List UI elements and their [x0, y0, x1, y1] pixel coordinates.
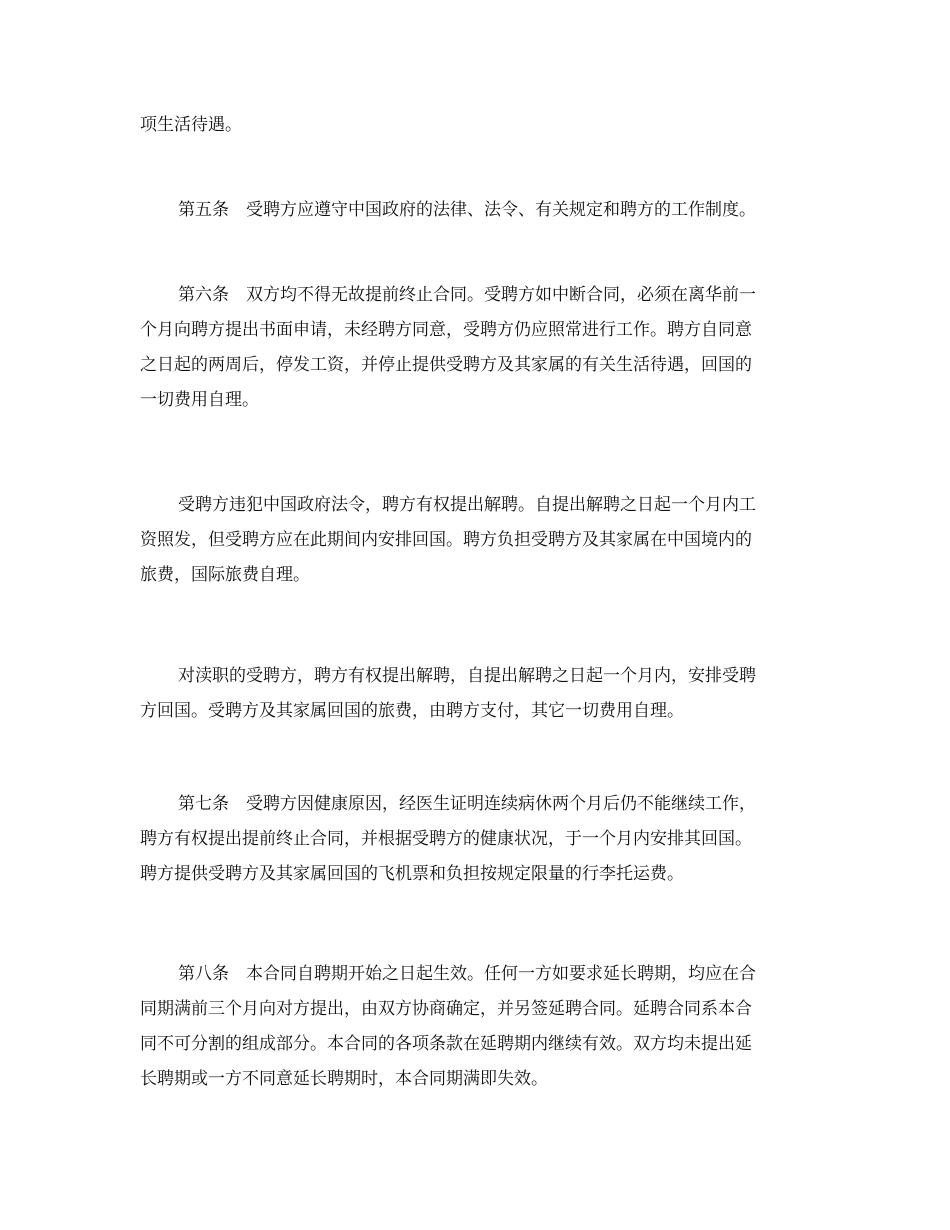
- text-line: 长聘期或一方不同意延长聘期时，本合同期满即失效。: [140, 1069, 548, 1089]
- text-line: 之日起的两周后，停发工资，并停止提供受聘方及其家属的有关生活待遇，回国的: [140, 355, 752, 375]
- text-line: 同不可分割的组成部分。本合同的各项条款在延聘期内继续有效。双方均未提出延: [140, 1034, 752, 1054]
- paragraph-article-6-dereliction: [140, 659, 820, 729]
- text-line: 受聘方违犯中国政府法令，聘方有权提出解聘。自提出解聘之日起一个月内工: [178, 495, 756, 515]
- text-line: 个月向聘方提出书面申请，未经聘方同意，受聘方仍应照常进行工作。聘方自同意: [140, 320, 752, 340]
- text-line: 方回国。受聘方及其家属回国的旅费，由聘方支付，其它一切费用自理。: [140, 701, 684, 721]
- paragraph-article-6-violation: [140, 488, 820, 593]
- text-line: 同期满前三个月向对方提出，由双方协商确定，并另签延聘合同。延聘合同系本合: [140, 999, 752, 1019]
- paragraph-article-5: [140, 193, 820, 228]
- paragraph-article-7: [140, 787, 820, 892]
- text-line: 第六条 双方均不得无故提前终止合同。受聘方如中断合同，必须在离华前一: [178, 285, 756, 305]
- text-line: 一切费用自理。: [140, 390, 259, 410]
- text-line: 第八条 本合同自聘期开始之日起生效。任何一方如要求延长聘期，均应在合: [178, 964, 756, 984]
- text-line: 项生活待遇。: [140, 115, 242, 135]
- text-line: 聘方提供受聘方及其家属回国的飞机票和负担按规定限量的行李托运费。: [140, 864, 684, 884]
- text-line: 第五条 受聘方应遵守中国政府的法律、法令、有关规定和聘方的工作制度。: [178, 200, 756, 220]
- text-line: 聘方有权提出提前终止合同，并根据受聘方的健康状况，于一个月内安排其回国。: [140, 829, 752, 849]
- text-line: 对渎职的受聘方，聘方有权提出解聘，自提出解聘之日起一个月内，安排受聘: [178, 666, 756, 686]
- paragraph-article-6: [140, 278, 820, 418]
- paragraph-article-8: [140, 957, 820, 1097]
- text-line: 资照发，但受聘方应在此期间内安排回国。聘方负担受聘方及其家属在中国境内的: [140, 530, 752, 550]
- text-line: 旅费，国际旅费自理。: [140, 565, 310, 585]
- text-line: 第七条 受聘方因健康原因，经医生证明连续病休两个月后仍不能继续工作，: [178, 794, 756, 814]
- paragraph-continuation: [140, 108, 820, 143]
